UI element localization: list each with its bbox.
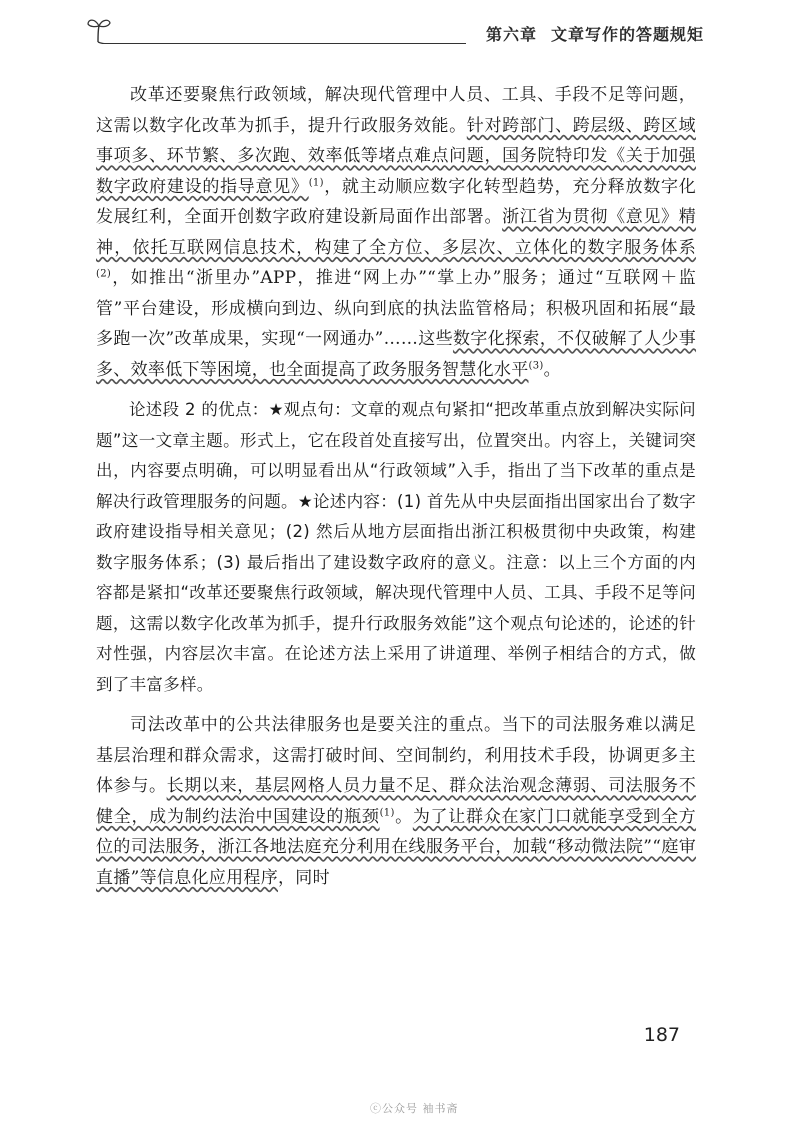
chapter-title: 文章写作的答题规矩	[550, 25, 704, 44]
footnote-marker: (1)	[379, 806, 395, 818]
underlined-text: 为了让群众在家门口就能享受到全方位的司法服务，浙江各地法庭充分利用在线服务平台，加载“移动微法院”“庭审直播”等信息化应用程序	[96, 806, 696, 888]
page-number: 187	[643, 1024, 680, 1046]
footnote-marker: (3)	[528, 359, 544, 371]
sprout-icon	[84, 14, 114, 44]
running-header	[84, 12, 704, 46]
underlined-text: 浙江省为贯彻《意见》精神，依托互联网信息技术，构建了全方位、多层次、立体化的数字服务体系	[96, 207, 696, 258]
underlined-text: 长期以来，基层网格人员力量不足、群众法治观念薄弱、司法服务不健全，成为制约法治中国建设的瓶颈	[96, 776, 697, 827]
text-segment: 改革还要聚焦行政领域，解决现代管理中人员、工具、手段不足等问题，这需以数字化改革为抓手，提升行政服务效能。	[96, 85, 696, 136]
paragraph-2-commentary	[96, 395, 696, 700]
text-segment: ，如推出“浙里办”APP，推进“网上办”“掌上办”服务；通过“互联网＋监管”平台建设，形成横向到边、纵向到底的执法监管格局；积极巩固和拓展“最多跑一次”改革成果，实现“一网通办”……这些	[96, 268, 696, 349]
paragraph-3	[96, 710, 696, 893]
footnote-marker: (1)	[308, 176, 324, 188]
chapter-heading	[486, 22, 704, 45]
text-segment: ，同时	[278, 867, 330, 888]
text-segment: 。	[394, 806, 413, 827]
body-text	[96, 80, 696, 893]
underlined-text: 数字化探索，不仅破解了人少事多、效率低下等困境，也全面提高了政务服务智慧化水平	[96, 329, 697, 380]
underlined-text: 针对跨部门、跨层级、跨区域事项多、环节繁、多次跑、效率低等堵点难点问题，	[96, 115, 696, 166]
footnote-marker: (2)	[96, 268, 112, 280]
text-segment: 司法改革中的公共法律服务也是要关注的重点。当下的司法服务难以满足基层治理和群众需求，这需打破时间、空间制约，利用技术手段，协调更多主体参与。	[96, 715, 696, 796]
underlined-text: 国务院特印发《关于加强数字政府建设的指导意见》	[96, 146, 696, 197]
chapter-number: 第六章	[485, 25, 537, 44]
text-segment: 。	[543, 359, 561, 380]
header-rule	[102, 43, 466, 44]
watermark-stamp: ⓒ公众号 袖书斋	[370, 1102, 459, 1115]
paragraph-1	[96, 80, 696, 385]
text-segment: ，就主动顺应数字化转型趋势，充分释放数字化发展红利，全面开创数字政府建设新局面作出部署。	[96, 176, 696, 227]
text-segment: 论述段 2 的优点：★观点句：文章的观点句紧扣“把改革重点放到解决实际问题”这一文章主题。形式上，它在段首处直接写出，位置突出。内容上，关键词突出，内容要点明确，可以明显看出从“行政领域”入手，指出了当下改革的重点是解决行政管理服务的问题。★论述内容：(1) 首先从中央层面指出国家出台了数字政府建设指导相关意见；(2) 然后从地方层面指出浙江积极贯彻中央政策，构建数字服务体系；(3) 最后指出了建设数字政府的意义。注意：以上三个方面的内容都是紧扣“改革还要聚焦行政领域，解决现代管理中人员、工具、手段不足等问题，这需以数字化改革为抓手，提升行政服务效能”这个观点句论述的，论述的针对性强，内容层次丰富。在论述方法上采用了讲道理、举例子相结合的方式，做到了丰富多样。	[96, 400, 696, 694]
